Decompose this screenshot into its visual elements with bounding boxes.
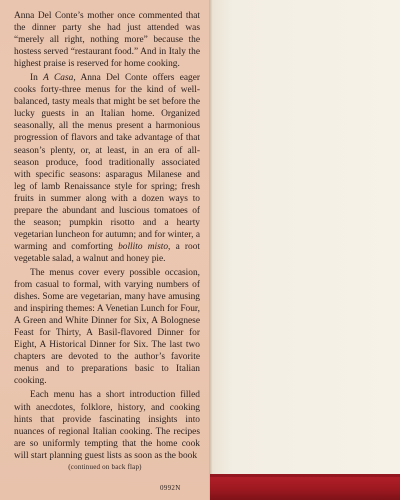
- red-band-shadow: [210, 474, 400, 477]
- flap-paragraph-1: Anna Del Conte’s mother once commented that the dinner party she had just attended was “merely all right, nothing more” because the hostess served “restaurant food.” And in Italy the highest praise is reserved for home cooking.: [14, 11, 200, 70]
- paragraph-2-body: , Anna Del Conte offers eager cooks forty-three menus for the kind of well-balanced, tasty meals that might be set before the lucky guests in an Italian home. Organized seasonally, all the menus present a harmonious progression of flavors and take advantage of that season’s plenty, or, at least, in an era of all-season produce, food traditionally associated with specific seasons: asparagus Milanese and leg of lamb Renaissance style for spring; fresh fruits in summer along with a dozen ways to prepare the abundant and luscious tomatoes of the season; pumpkin risotto and a hearty vegetarian luncheon for autumn; and for winter, a warming and comforting: [14, 73, 201, 252]
- flap-paragraph-2: [14, 72, 200, 265]
- flap-fold-edge: [210, 0, 213, 500]
- continued-note: (continued on back flap): [68, 463, 142, 471]
- flap-copy: [14, 10, 200, 462]
- back-cover-board: [210, 0, 400, 500]
- flap-paragraph-4: Each menu has a short introduction filled with anecdotes, folklore, history, and cooking hints that provide fascinating insights into nuances of regional Italian cooking. The recipes are so uniformly tempting that the home cook will start planning guest lists as soon as the book: [14, 390, 200, 461]
- paragraph-2-end: , a root vegetable salad, a walnut and honey pie.: [14, 241, 201, 264]
- price-code: 0992N: [160, 484, 181, 492]
- paragraph-2-lead: In: [30, 73, 44, 84]
- book-title: A Casa: [43, 73, 74, 84]
- dish-name: bollito misto: [118, 241, 169, 252]
- red-spine-band: [210, 474, 400, 500]
- flap-paragraph-3: The menus cover every possible occasion, from casual to formal, with varying numbers of dishes. Some are vegetarian, many have amusing and inspiring themes: A Venetian Lunch for Four, A Green and White Dinner for Six, A Bolognese Feast for Thirty, A Basil-flavored Dinner for Eight, A Historical Dinner for Six. The last two chapters are devoted to the author’s favorite menus and to preparations basic to Italian cooking.: [14, 267, 200, 387]
